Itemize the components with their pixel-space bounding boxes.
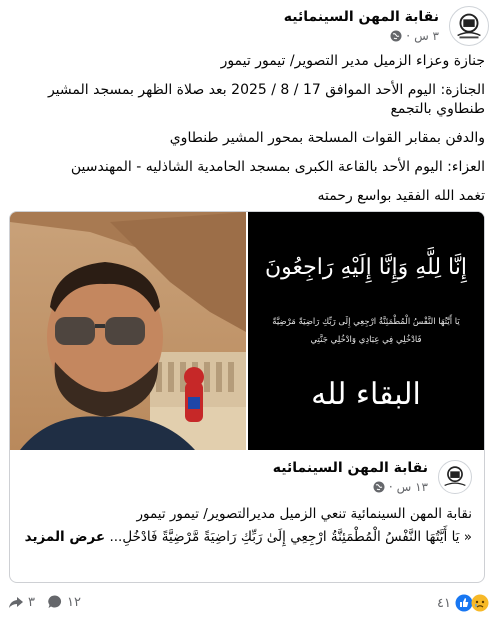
- engagement-counts: [8, 594, 81, 610]
- post-line-title: جنازة وعزاء الزميل مدير التصوير/ تيمور تيمور: [220, 53, 485, 69]
- shares[interactable]: [8, 594, 35, 610]
- reactions-count[interactable]: ٤١: [437, 595, 451, 611]
- comment-icon: [47, 594, 63, 610]
- shared-meta: [373, 480, 428, 494]
- shared-post-card[interactable]: [9, 211, 485, 583]
- condolence-line-1: إِنَّا لِلَّهِ وَإِنَّا إِلَيْهِ رَاجِعُونَ: [265, 255, 467, 280]
- post-text: [12, 52, 485, 216]
- page-avatar[interactable]: [449, 6, 489, 46]
- post-time[interactable]: ٣ س: [414, 29, 439, 43]
- post-line-burial: والدفن بمقابر القوات المسلحة بمحور المشير طنطاوي: [169, 130, 485, 146]
- shared-line-1: نقابة المهن السينمائية تنعي الزميل مديرالتصوير/ تيمور تيمور: [136, 506, 472, 522]
- comments[interactable]: [47, 594, 81, 610]
- condolence-line-4: البقاء لله: [311, 377, 421, 412]
- post-meta: [390, 29, 439, 43]
- condolence-line-3: فَادْخُلِي فِي عِبَادِي وَادْخُلِي جَنَّتِي: [310, 335, 422, 345]
- globe-icon: [373, 481, 385, 493]
- reactions-summary[interactable]: [437, 594, 489, 612]
- shared-meta-dot: ·: [388, 480, 393, 494]
- post-footer: [8, 594, 489, 616]
- shared-header: [22, 458, 472, 496]
- post-line-condolence: العزاء: اليوم الأحد بالقاعة الكبرى بمسجد الحامدية الشاذليه - المهندسين: [70, 159, 485, 175]
- shared-time[interactable]: ١٣ س: [396, 480, 428, 494]
- mourning-ribbon-icon: [10, 212, 484, 450]
- page-name[interactable]: نقابة المهن السينمائيه: [283, 9, 439, 25]
- shared-photos: [10, 212, 484, 450]
- shared-quote: « يَا أَيَّتُهَا النَّفْسُ الْمُطْمَئِنَّةُ ارْجِعِي إِلَىٰ رَبِّكِ رَاضِيَةً مَّرْضِيَّةً فَادْخُلِ...: [109, 529, 472, 545]
- shared-text: [22, 504, 472, 550]
- share-icon: [8, 594, 24, 610]
- sad-reaction-icon: [471, 594, 489, 612]
- comments-count: ١٢: [66, 594, 81, 610]
- shared-line-2: [22, 527, 472, 547]
- post-line-prayer: تغمد الله الفقيد بواسع رحمته: [317, 188, 485, 204]
- shares-count: ٣: [28, 594, 35, 610]
- see-more-link[interactable]: عرض المزيد: [24, 529, 106, 545]
- meta-dot: ·: [406, 29, 411, 43]
- post-header: [8, 6, 489, 46]
- condolence-line-2: يَا أَيَّتُهَا النَّفْسُ الْمُطْمَئِنَّةُ ارْجِعِي إِلَى رَبِّكِ رَاضِيَةً مَرْضِيَّةً: [272, 317, 460, 327]
- post-line-funeral: الجنازة: اليوم الأحد الموافق 17 / 8 / 2025 بعد صلاة الظهر بمسجد المشير طنطاوي بالتجمع: [47, 82, 485, 117]
- shared-page-avatar[interactable]: [438, 460, 472, 494]
- globe-icon: [390, 30, 402, 42]
- shared-page-name[interactable]: نقابة المهن السينمائيه: [272, 460, 428, 476]
